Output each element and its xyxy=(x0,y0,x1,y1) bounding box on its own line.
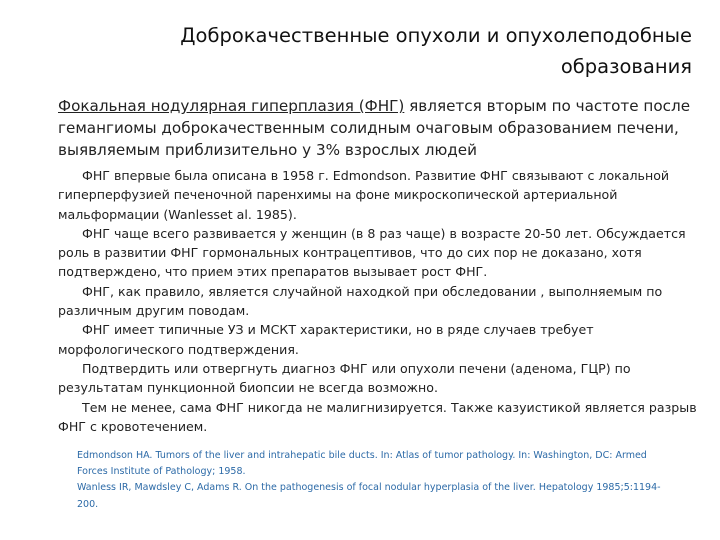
references xyxy=(77,448,677,513)
body-paragraph: ФНГ имеет типичные УЗ и МСКТ характеристики, но в ряде случаев требует морфологического подтверждения. xyxy=(58,322,594,357)
slide-title xyxy=(132,20,692,82)
body-text xyxy=(58,166,698,436)
body-paragraph: Тем не менее, сама ФНГ никогда не малигнизируется. Также казуистикой является разрыв ФНГ с кровотечением. xyxy=(58,399,697,434)
body-paragraph: ФНГ впервые была описана в 1958 г. Edmondson. Развитие ФНГ связывают с локальной гиперперфузией печеночной паренхимы на фоне микроскопической артериальной мальформации (Wanlesset al. 1985). xyxy=(58,168,670,222)
reference-item: Wanless IR, Mawdsley C, Adams R. On the pathogenesis of focal nodular hyperplasia of the liver. Hepatology 1985;5:1194-200. xyxy=(77,482,661,510)
lead-underlined-term: Фокальная нодулярная гиперплазия (ФНГ) xyxy=(58,97,405,115)
title-line-2: образования xyxy=(560,55,692,78)
body-paragraph: ФНГ, как правило, является случайной находкой при обследовании , выполняемым по различным другим поводам. xyxy=(58,283,663,319)
reference-item: Edmondson HA. Tumors of the liver and intrahepatic bile ducts. In: Atlas of tumor pathology. In: Washington, DC: Armed Forces Institute of Pathology; 1958. xyxy=(77,450,647,478)
body-paragraph: ФНГ чаще всего развивается у женщин (в 8 раз чаще) в возрасте 20-50 лет. Обсуждается роль в развитии ФНГ гормональных контрацептивов, что до сих пор не доказано, хотя подтверждено, что прием этих препаратов вызывает рост ФНГ. xyxy=(58,225,686,280)
lead-paragraph xyxy=(58,95,698,161)
lead-text: является вторым по частоте после гемангиомы доброкачественным солидным очаговым образованием печени, выявляемым приблизительно у 3% взрослых людей xyxy=(58,97,691,159)
title-line-1: Доброкачественные опухоли и опухолеподобные xyxy=(180,24,692,47)
body-paragraph: Подтвердить или отвергнуть диагноз ФНГ или опухоли печени (аденома, ГЦР) по результатам пункционной биопсии не всегда возможно. xyxy=(58,360,631,396)
